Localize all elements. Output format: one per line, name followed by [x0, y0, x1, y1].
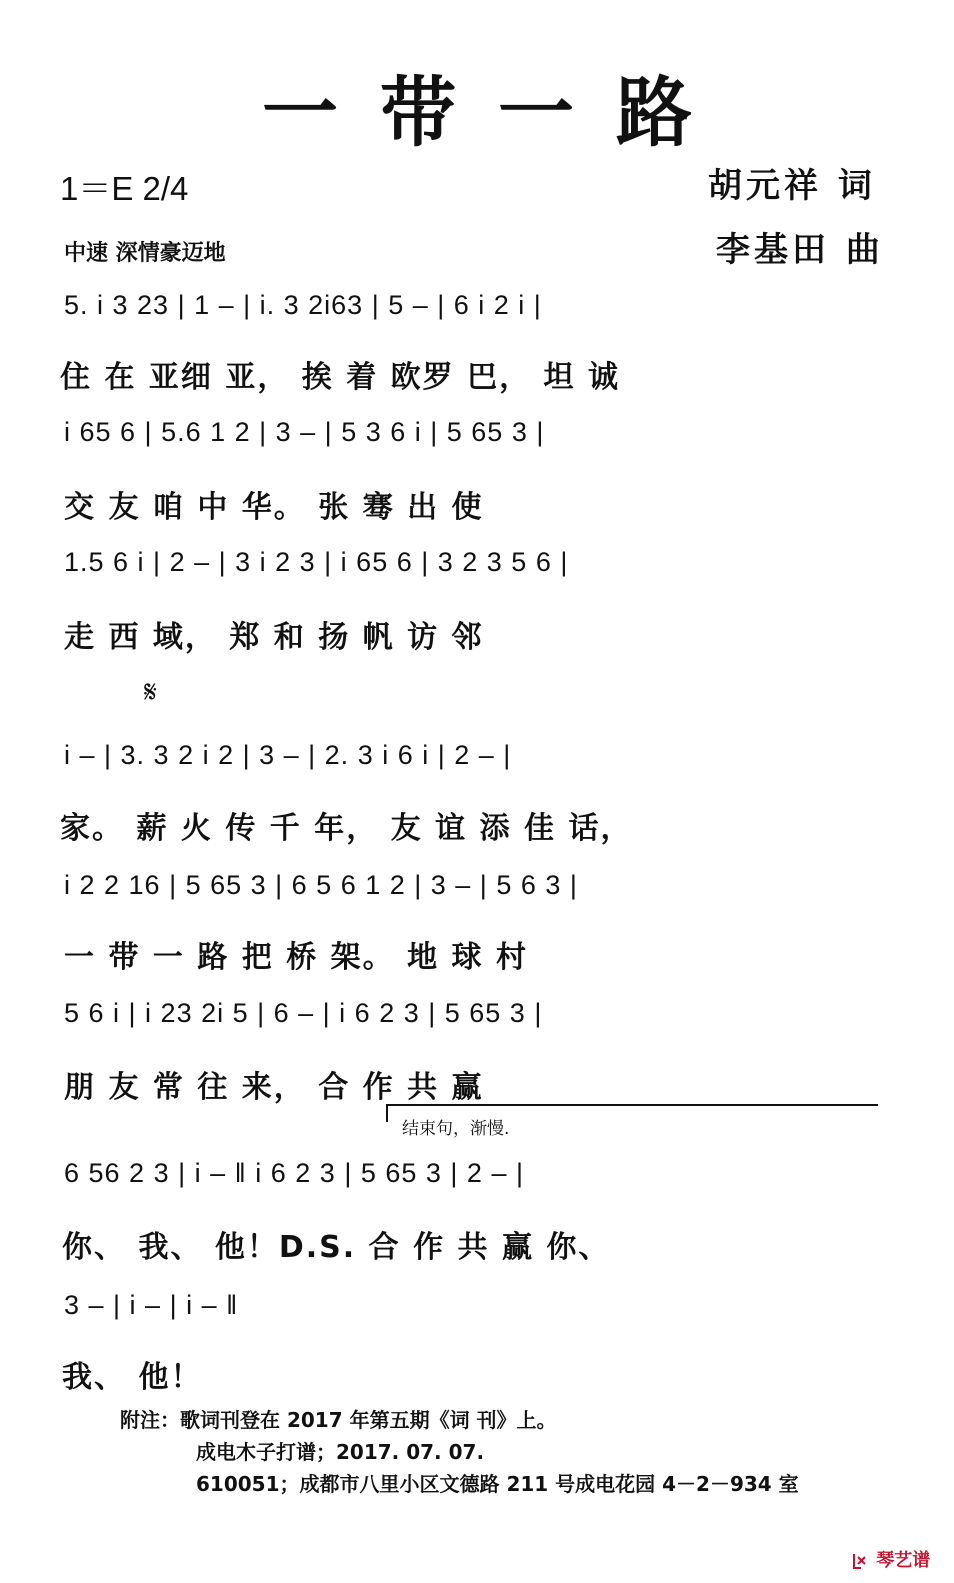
segno-sign: 𝄋: [144, 675, 157, 710]
lyrics-line: 我、 他！: [62, 1360, 203, 1395]
notation-line: 5. i 3 23 | 1 – | i. 3 2i63 | 5 – | 6 i 2 i |: [64, 290, 542, 320]
notation-line: i 65 6 | 5.6 1 2 | 3 – | 5 3 6 i | 5 65 3 |: [64, 417, 545, 447]
key-signature: 1＝E 2/4: [60, 170, 189, 207]
watermark-icon: [852, 1552, 870, 1570]
lyrics-line: 交 友 咱 中 华。 张 骞 出 使: [64, 490, 484, 525]
footnote-line: 附注：歌词刊登在 2017 年第五期《词 刊》上。: [120, 1408, 557, 1432]
composer-credit: 李基田 曲: [716, 230, 884, 270]
watermark-logo: [852, 1546, 930, 1572]
notation-line: 3 – | i – | i – ‖: [64, 1290, 239, 1320]
footnote-line: 610051；成都市八里小区文德路 211 号成电花园 4－2－934 室: [196, 1472, 799, 1496]
lyrics-line: 你、 我、 他！D.S. 合 作 共 赢 你、: [62, 1230, 611, 1265]
lyrics-line: 走 西 域， 郑 和 扬 帆 访 邻: [64, 620, 484, 655]
lyrics-line: 家。 薪 火 传 千 年， 友 谊 添 佳 话，: [60, 811, 633, 846]
notation-line: i – | 3. 3 2 i 2 | 3 – | 2. 3 i 6 i | 2 – |: [64, 740, 512, 770]
lyrics-line: 朋 友 常 往 来， 合 作 共 赢: [64, 1070, 484, 1105]
tempo-marking: 中速 深情豪迈地: [64, 241, 226, 266]
lyrics-line: 一 带 一 路 把 桥 架。 地 球 村: [64, 940, 528, 975]
notation-line: i 2 2 16 | 5 65 3 | 6 5 6 1 2 | 3 – | 5 6 3 |: [64, 870, 578, 900]
footnote-line: 成电木子打谱；2017. 07. 07.: [196, 1440, 485, 1464]
notation-line: 1.5 6 i | 2 – | 3 i 2 3 | i 65 6 | 3 2 3 5 6 |: [64, 547, 569, 577]
notation-line: 6 56 2 3 | i – ‖ i 6 2 3 | 5 65 3 | 2 – |: [64, 1158, 524, 1188]
ending-bracket-tick: [386, 1104, 388, 1122]
lyricist-credit: 胡元祥 词: [708, 166, 876, 206]
notation-line: 5 6 i | i 23 2i 5 | 6 – | i 6 2 3 | 5 65 3 |: [64, 998, 543, 1028]
lyrics-line: 住 在 亚细 亚， 挨 着 欧罗 巴， 坦 诚: [60, 360, 620, 395]
watermark-text: 琴艺谱: [876, 1550, 931, 1571]
ending-bracket: [386, 1104, 878, 1106]
page-title: 一带一路: [262, 68, 734, 157]
ending-instruction: 结束句，渐慢.: [402, 1119, 510, 1139]
